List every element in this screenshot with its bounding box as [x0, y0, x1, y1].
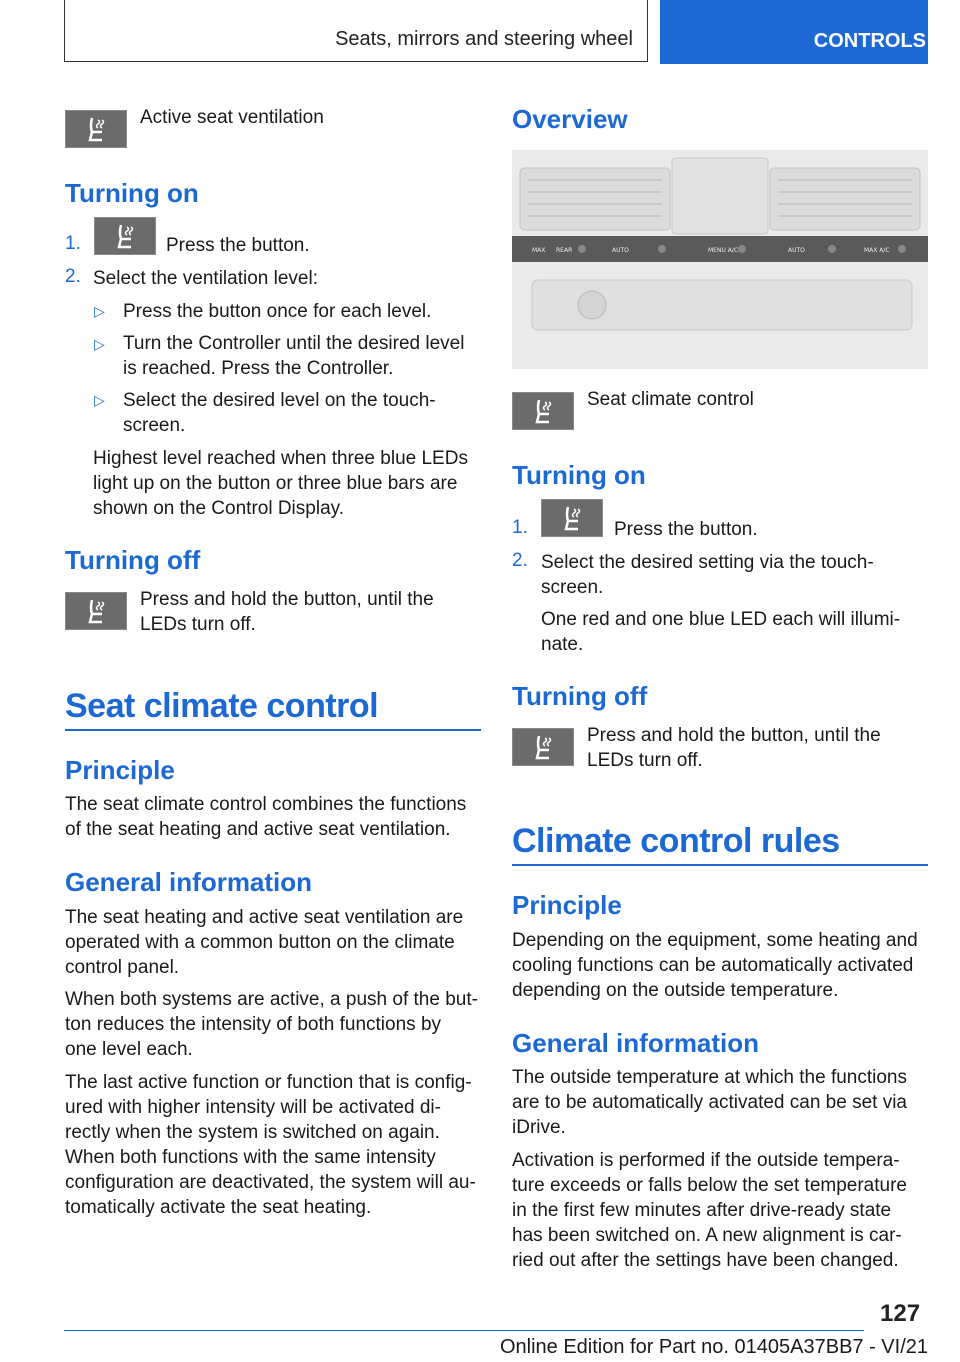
chapter-tab[interactable]	[660, 0, 928, 64]
body-text: ton reduces the intensity of both functions by	[65, 1014, 442, 1035]
icon-caption: Active seat ventilation	[140, 107, 324, 128]
section-heading: Principle	[512, 890, 622, 920]
body-text: tomatically activate the seat heating.	[65, 1197, 372, 1218]
climate-panel-photo	[512, 150, 928, 369]
step-text: Select the desired setting via the touch-	[541, 552, 874, 573]
body-text: has been switched on. A new alignment is car-	[512, 1225, 902, 1246]
note-text: nate.	[541, 634, 584, 655]
seat-climate-icon	[512, 728, 574, 766]
edition-line: Online Edition for Part no. 01405A37BB7 - VI/21	[499, 1336, 928, 1358]
body-text: of the seat heating and active seat ventilation.	[65, 819, 451, 840]
body-text: ried out after the settings have been changed.	[512, 1250, 899, 1271]
triangle-bullet-icon: ▷	[94, 303, 105, 319]
section-heading: General information	[65, 867, 313, 897]
step-text: screen.	[541, 577, 604, 598]
panel-label: REAR	[556, 247, 573, 254]
step-text: Select the ventilation level:	[93, 268, 318, 289]
body-text: Activation is performed if the outside tempera-	[512, 1150, 900, 1171]
body-text: Press and hold the button, until the	[587, 725, 881, 746]
section-heading: Principle	[65, 755, 175, 785]
list-item: Select the desired level on the touch-	[123, 390, 436, 411]
list-item: screen.	[123, 415, 186, 436]
body-text: Press and hold the button, until the	[140, 589, 434, 610]
heading-rule	[65, 729, 481, 731]
triangle-bullet-icon: ▷	[94, 336, 105, 352]
body-text: Depending on the equipment, some heating and	[512, 930, 918, 951]
body-text: rectly when the system is switched on again.	[65, 1122, 440, 1143]
chapter-heading: Seat climate control	[65, 687, 379, 725]
step-number: 2.	[65, 266, 81, 287]
note-text: Highest level reached when three blue LEDs	[93, 448, 468, 469]
panel-label: AUTO	[612, 247, 629, 254]
section-heading: Turning on	[512, 460, 646, 490]
seat-climate-icon	[541, 499, 603, 537]
list-item: Turn the Controller until the desired level	[123, 333, 465, 354]
body-text: The last active function or function that is config-	[65, 1072, 472, 1093]
body-text: The seat heating and active seat ventilation are	[65, 907, 464, 928]
body-text: control panel.	[65, 957, 180, 978]
section-heading: Overview	[512, 104, 628, 134]
body-text: depending on the outside temperature.	[512, 980, 839, 1001]
body-text: configuration are deactivated, the system will au-	[65, 1172, 476, 1193]
step-text: Press the button.	[614, 519, 758, 540]
body-text: in the first few minutes after drive-ready state	[512, 1200, 892, 1221]
section-heading: Turning on	[65, 178, 199, 208]
section-heading: General information	[512, 1028, 760, 1058]
body-text: iDrive.	[512, 1117, 566, 1138]
body-text: are to be automatically activated can be set via	[512, 1092, 908, 1113]
panel-label: MAX	[532, 247, 546, 254]
note-text: shown on the Control Display.	[93, 498, 344, 519]
body-text: LEDs turn off.	[587, 750, 703, 771]
footer-rule	[64, 1330, 864, 1331]
page-header	[64, 0, 928, 64]
step-number: 2.	[512, 550, 528, 571]
body-text: one level each.	[65, 1039, 193, 1060]
panel-label: MAX A/C	[864, 247, 890, 254]
section-title: Seats, mirrors and steering wheel	[64, 0, 648, 62]
step-text: Press the button.	[166, 235, 310, 256]
list-item: is reached. Press the Controller.	[123, 358, 394, 379]
chapter-heading: Climate control rules	[512, 822, 840, 860]
seat-ventilation-icon	[65, 592, 127, 630]
section-heading: Turning off	[512, 681, 648, 711]
step-number: 1.	[512, 517, 528, 538]
step-number: 1.	[65, 233, 81, 254]
page-number: 127	[880, 1300, 921, 1327]
panel-label: MENU A/C	[708, 247, 739, 254]
body-text: The outside temperature at which the functions	[512, 1067, 908, 1088]
body-text: operated with a common button on the climate	[65, 932, 455, 953]
list-item: Press the button once for each level.	[123, 301, 432, 322]
body-text: ture exceeds or falls below the set temperature	[512, 1175, 907, 1196]
heading-rule	[512, 864, 928, 866]
body-text: cooling functions can be automatically activated	[512, 955, 914, 976]
seat-ventilation-icon	[65, 110, 127, 148]
section-heading: Turning off	[65, 545, 201, 575]
seat-ventilation-icon	[94, 217, 156, 255]
body-text: LEDs turn off.	[140, 614, 256, 635]
chapter-label: CONTROLS	[813, 30, 926, 52]
note-text: light up on the button or three blue bars are	[93, 473, 458, 494]
triangle-bullet-icon: ▷	[94, 392, 105, 408]
panel-label: AUTO	[788, 247, 805, 254]
note-text: One red and one blue LED each will illumi-	[541, 609, 901, 630]
body-text: ured with higher intensity will be activated di-	[65, 1097, 441, 1118]
body-text: When both systems are active, a push of the but-	[65, 989, 478, 1010]
icon-caption: Seat climate control	[587, 389, 754, 410]
seat-climate-icon	[512, 392, 574, 430]
body-text: The seat climate control combines the functions	[65, 794, 467, 815]
body-text: When both functions with the same intensity	[65, 1147, 436, 1168]
